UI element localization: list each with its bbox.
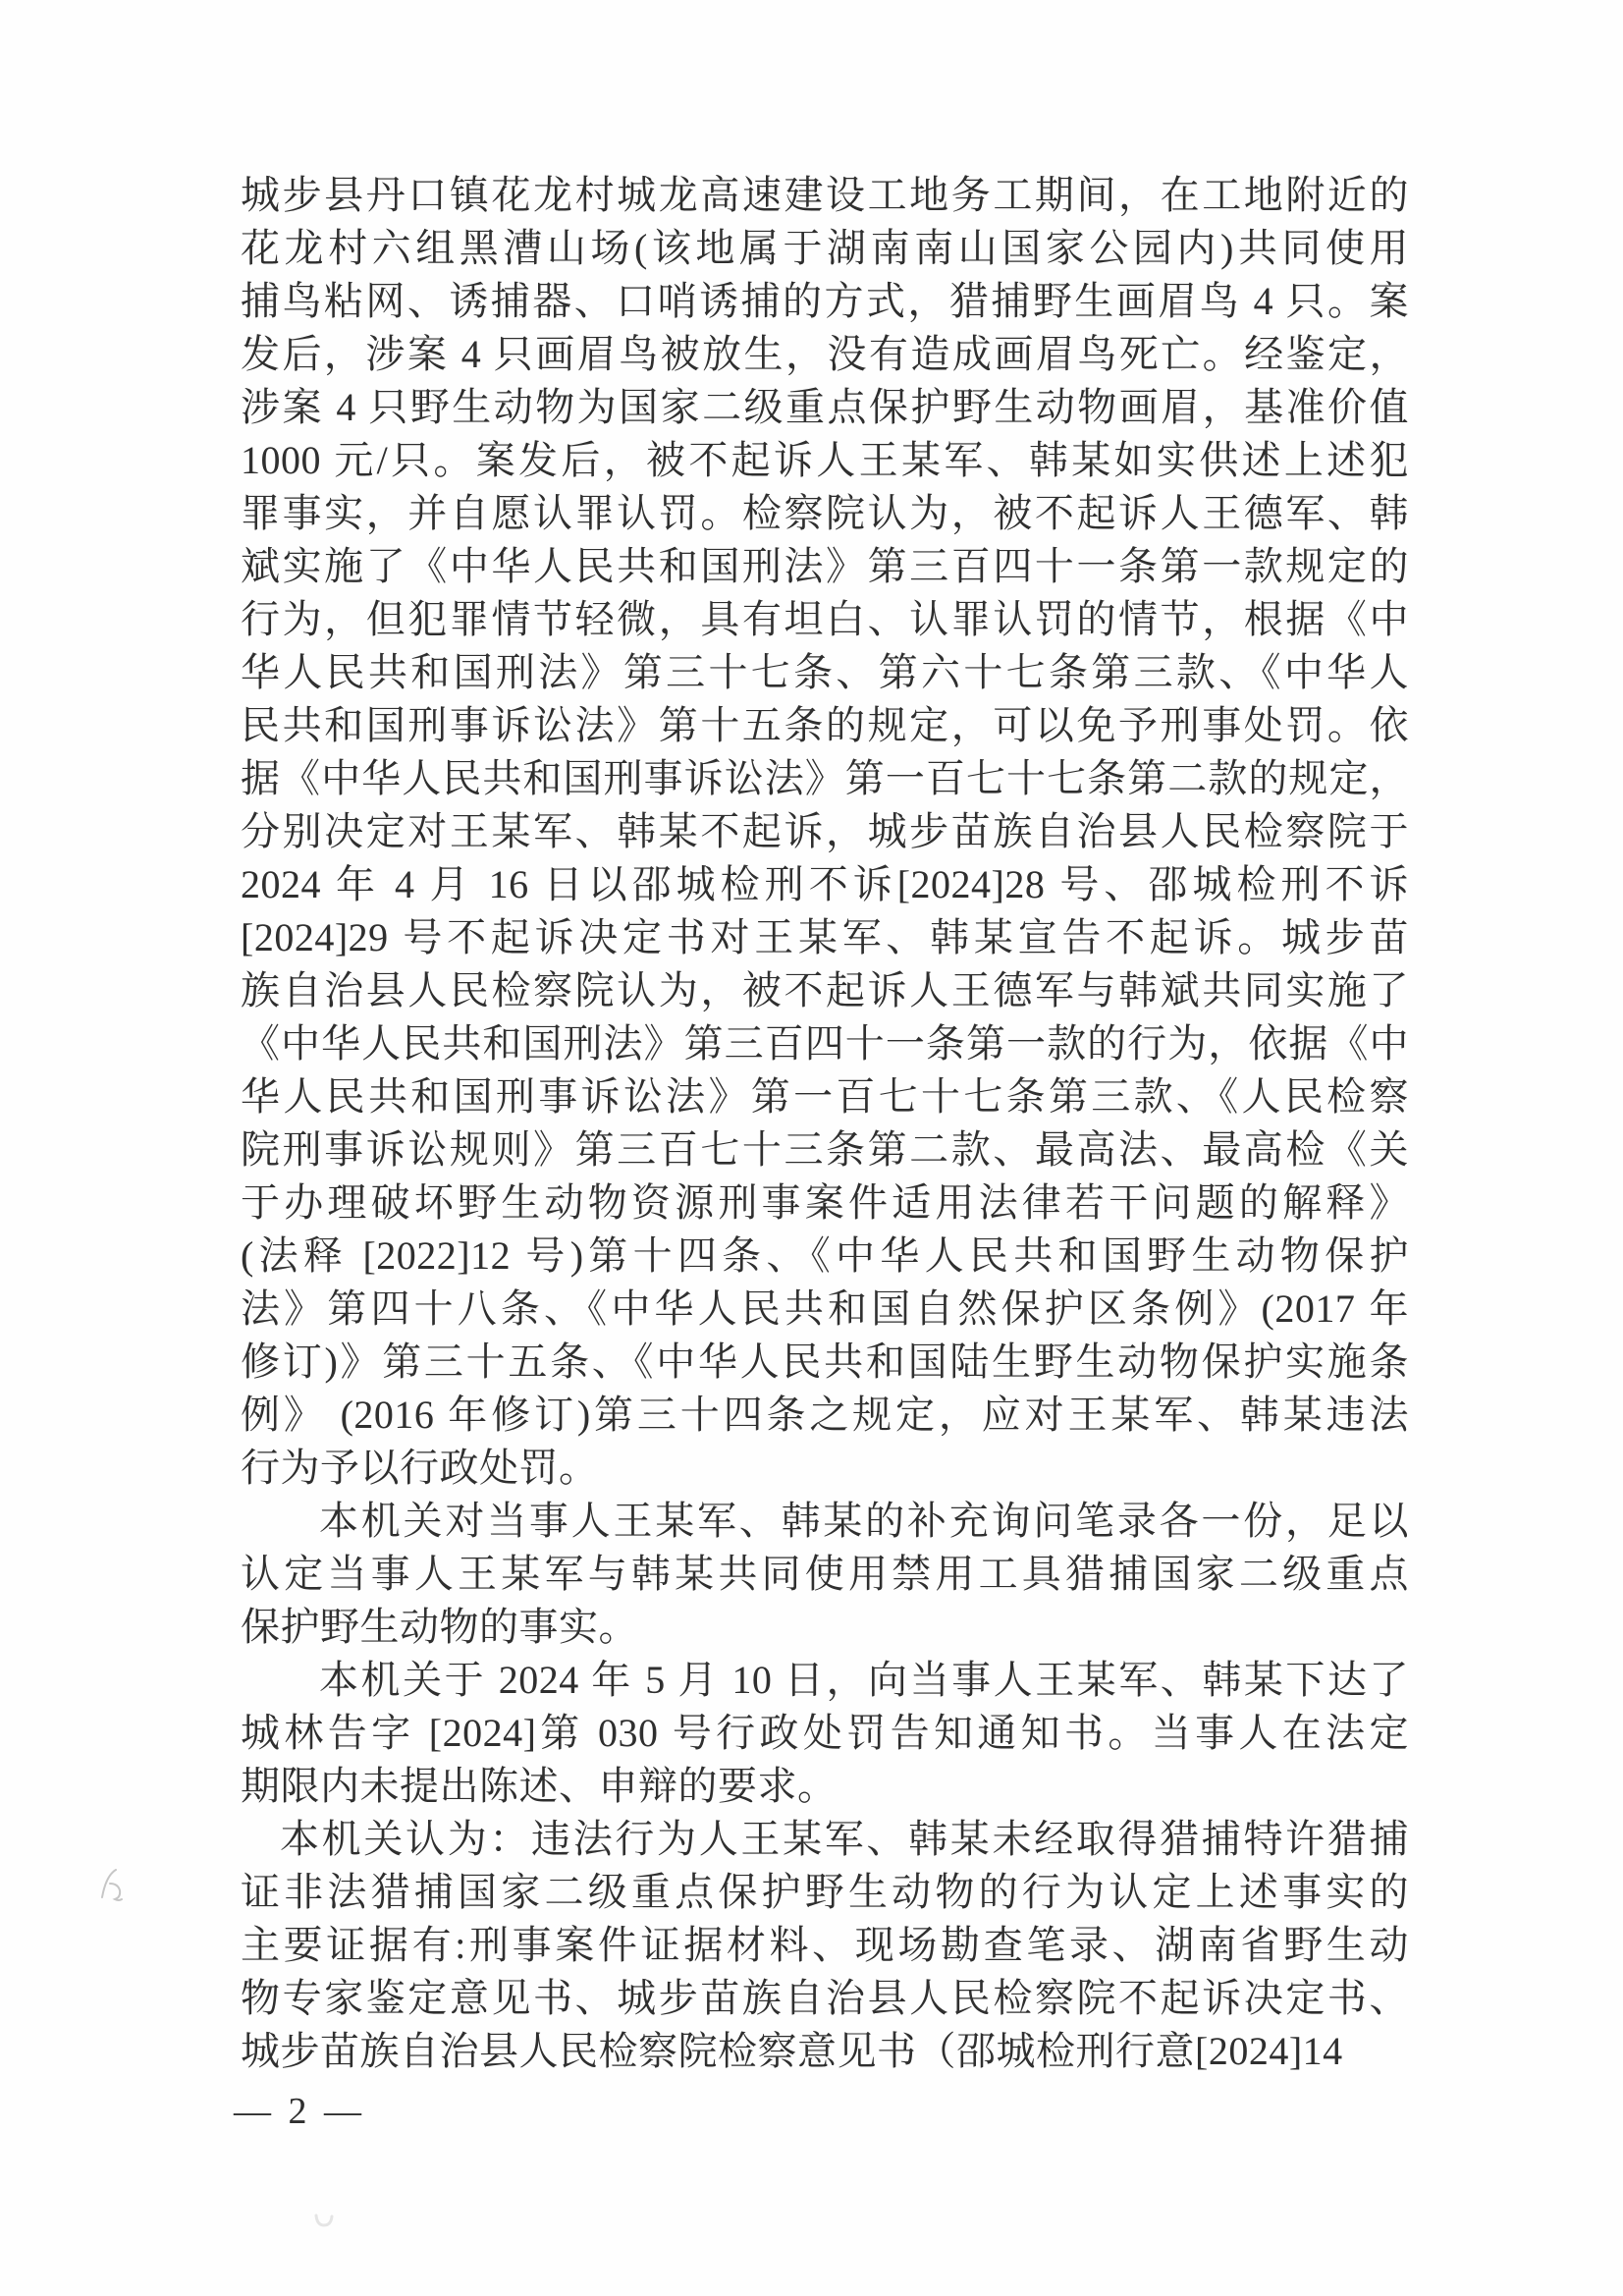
text-line: (法释 [2022]12 号)第十四条、《中华人民共和国野生动物保护 [241,1233,1409,1278]
text-line: 行为予以行政处罚。 [241,1446,599,1490]
document-body [241,169,1409,2078]
text-line: 物专家鉴定意见书、城步苗族自治县人民检察院不起诉决定书、 [241,1976,1409,2020]
smudge-artifact [312,2212,338,2231]
text-line: 涉案 4 只野生动物为国家二级重点保护野生动物画眉，基准价值 [241,385,1409,429]
text-line: 发后，涉案 4 只画眉鸟被放生，没有造成画眉鸟死亡。经鉴定， [241,332,1409,376]
text-line: 院刑事诉讼规则》第三百七十三条第二款、最高法、最高检《关 [241,1127,1409,1172]
text-line: 斌实施了《中华人民共和国刑法》第三百四十一条第一款规定的 [241,544,1409,588]
text-line: 捕鸟粘网、诱捕器、口哨诱捕的方式，猎捕野生画眉鸟 4 只。案 [241,279,1409,323]
text-line: 族自治县人民检察院认为，被不起诉人王德军与韩斌共同实施了 [241,968,1409,1012]
text-line: 本机关认为：违法行为人王某军、韩某未经取得猎捕特许猎捕 [280,1817,1409,1861]
text-line: 城步苗族自治县人民检察院检察意见书（邵城检刑行意[2024]14 [241,2029,1343,2073]
text-line: 据《中华人民共和国刑事诉讼法》第一百七十七条第二款的规定， [241,756,1409,800]
text-line: 城步县丹口镇花龙村城龙高速建设工地务工期间，在工地附近的 [241,173,1409,217]
text-line: 于办理破坏野生动物资源刑事案件适用法律若干问题的解释》 [241,1180,1409,1225]
text-line: 例》 (2016 年修订)第三十四条之规定，应对王某军、韩某违法 [241,1393,1409,1437]
text-line: 分别决定对王某军、韩某不起诉，城步苗族自治县人民检察院于 [241,809,1409,853]
text-line: 行为，但犯罪情节轻微，具有坦白、认罪认罚的情节，根据《中 [241,597,1409,641]
text-line: 罪事实，并自愿认罪认罚。检察院认为，被不起诉人王德军、韩 [241,491,1409,535]
text-line: 修订)》第三十五条、《中华人民共和国陆生野生动物保护实施条 [241,1339,1409,1384]
text-line: 花龙村六组黑漕山场(该地属于湖南南山国家公园内)共同使用 [241,226,1409,270]
text-line: 本机关对当事人王某军、韩某的补充询问笔录各一份，足以 [319,1499,1409,1543]
text-line: 证非法猎捕国家二级重点保护野生动物的行为认定上述事实的 [241,1870,1409,1914]
text-line: 民共和国刑事诉讼法》第十五条的规定，可以免予刑事处罚。依 [241,703,1409,747]
text-line: 法》第四十八条、《中华人民共和国自然保护区条例》(2017 年 [241,1286,1409,1331]
text-line: 华人民共和国刑法》第三十七条、第六十七条第三款、《中华人 [241,650,1409,694]
text-line: 华人民共和国刑事诉讼法》第一百七十七条第三款、《人民检察 [241,1074,1409,1119]
text-line: 城林告字 [2024]第 030 号行政处罚告知通知书。当事人在法定 [241,1711,1409,1755]
text-line: 本机关于 2024 年 5 月 10 日，向当事人王某军、韩某下达了 [319,1658,1409,1702]
page-number: — 2 — [234,2091,365,2132]
text-line: 主要证据有:刑事案件证据材料、现场勘查笔录、湖南省野生动 [241,1923,1409,1967]
text-line: 保护野生动物的事实。 [241,1605,638,1649]
pencil-mark-artifact [96,1864,130,1907]
text-line: 2024 年 4 月 16 日以邵城检刑不诉[2024]28 号、邵城检刑不诉 [241,862,1409,906]
text-line: 认定当事人王某军与韩某共同使用禁用工具猎捕国家二级重点 [241,1552,1409,1596]
text-line: 1000 元/只。案发后，被不起诉人王某军、韩某如实供述上述犯 [241,438,1409,482]
text-line: [2024]29 号不起诉决定书对王某军、韩某宣告不起诉。城步苗 [241,915,1409,959]
text-line: 《中华人民共和国刑法》第三百四十一条第一款的行为，依据《中 [241,1021,1409,1066]
text-line: 期限内未提出陈述、申辩的要求。 [241,1764,838,1808]
